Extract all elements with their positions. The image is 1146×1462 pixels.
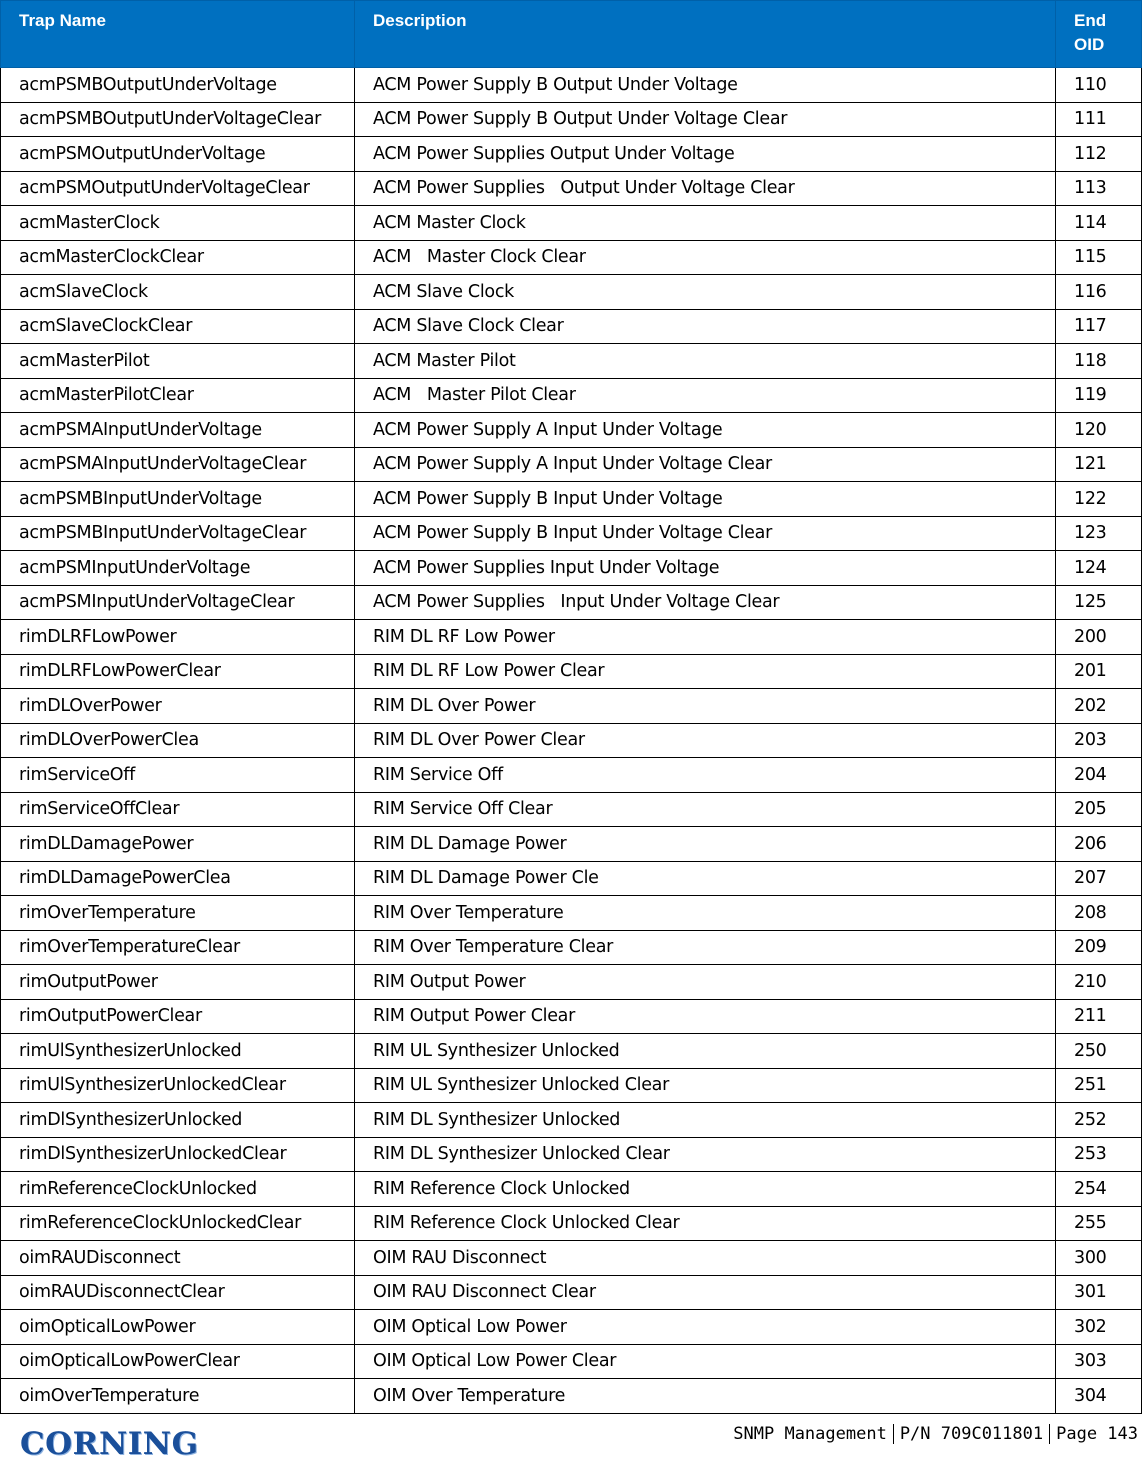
trap-name-cell: rimDLDamagePowerClea xyxy=(1,861,355,896)
description-cell: ACM Power Supply B Output Under Voltage Clear xyxy=(355,102,1056,137)
page-footer xyxy=(0,1415,1146,1462)
end-oid-cell: 115 xyxy=(1056,240,1142,275)
end-oid-cell: 202 xyxy=(1056,689,1142,724)
end-oid-cell: 206 xyxy=(1056,827,1142,862)
table-body xyxy=(1,68,1142,1414)
end-oid-cell: 252 xyxy=(1056,1103,1142,1138)
trap-name-cell: rimDLOverPowerClea xyxy=(1,723,355,758)
description-cell: RIM DL Damage Power Cle xyxy=(355,861,1056,896)
description-cell: ACM Power Supply A Input Under Voltage Clear xyxy=(355,447,1056,482)
trap-name-cell: rimDLDamagePower xyxy=(1,827,355,862)
description-cell: RIM Over Temperature Clear xyxy=(355,930,1056,965)
trap-name-cell: acmSlaveClock xyxy=(1,275,355,310)
trap-name-cell: rimUlSynthesizerUnlockedClear xyxy=(1,1068,355,1103)
table-row xyxy=(1,344,1142,379)
table-row xyxy=(1,585,1142,620)
trap-name-cell: rimOutputPower xyxy=(1,965,355,1000)
table-row xyxy=(1,1344,1142,1379)
end-oid-cell: 125 xyxy=(1056,585,1142,620)
table-row xyxy=(1,965,1142,1000)
description-cell: OIM Over Temperature xyxy=(355,1379,1056,1414)
table-row xyxy=(1,654,1142,689)
description-cell: OIM RAU Disconnect Clear xyxy=(355,1275,1056,1310)
end-oid-cell: 208 xyxy=(1056,896,1142,931)
end-oid-cell: 117 xyxy=(1056,309,1142,344)
table-row xyxy=(1,516,1142,551)
end-oid-cell: 116 xyxy=(1056,275,1142,310)
trap-name-cell: rimOutputPowerClear xyxy=(1,999,355,1034)
description-cell: RIM Service Off Clear xyxy=(355,792,1056,827)
table-row xyxy=(1,758,1142,793)
description-cell: OIM Optical Low Power Clear xyxy=(355,1344,1056,1379)
trap-name-cell: oimOpticalLowPowerClear xyxy=(1,1344,355,1379)
corning-logo: CORNING xyxy=(20,1426,199,1462)
description-cell: RIM Output Power Clear xyxy=(355,999,1056,1034)
description-cell: RIM Reference Clock Unlocked Clear xyxy=(355,1206,1056,1241)
end-oid-cell: 207 xyxy=(1056,861,1142,896)
table-row xyxy=(1,1275,1142,1310)
end-oid-cell: 250 xyxy=(1056,1034,1142,1069)
end-oid-cell: 201 xyxy=(1056,654,1142,689)
end-oid-cell: 123 xyxy=(1056,516,1142,551)
end-oid-cell: 301 xyxy=(1056,1275,1142,1310)
table-row xyxy=(1,413,1142,448)
table-row xyxy=(1,1103,1142,1138)
header-end-oid: End OID xyxy=(1056,1,1142,68)
description-cell: ACM Master Clock xyxy=(355,206,1056,241)
description-cell: ACM Master Clock Clear xyxy=(355,240,1056,275)
end-oid-cell: 112 xyxy=(1056,137,1142,172)
footer-info xyxy=(727,1424,1144,1444)
description-cell: ACM Power Supply B Input Under Voltage Clear xyxy=(355,516,1056,551)
header-trap-name: Trap Name xyxy=(1,1,355,68)
end-oid-cell: 118 xyxy=(1056,344,1142,379)
table-row xyxy=(1,723,1142,758)
end-oid-cell: 300 xyxy=(1056,1241,1142,1276)
end-oid-cell: 113 xyxy=(1056,171,1142,206)
end-oid-cell: 119 xyxy=(1056,378,1142,413)
table-row xyxy=(1,551,1142,586)
table-row xyxy=(1,240,1142,275)
trap-name-cell: rimDLOverPower xyxy=(1,689,355,724)
end-oid-cell: 253 xyxy=(1056,1137,1142,1172)
table-row xyxy=(1,792,1142,827)
trap-name-cell: acmPSMBOutputUnderVoltageClear xyxy=(1,102,355,137)
table-row xyxy=(1,309,1142,344)
trap-name-cell: oimOverTemperature xyxy=(1,1379,355,1414)
table-row xyxy=(1,930,1142,965)
trap-name-cell: rimOverTemperature xyxy=(1,896,355,931)
description-cell: ACM Power Supply A Input Under Voltage xyxy=(355,413,1056,448)
table-row xyxy=(1,861,1142,896)
description-cell: ACM Power Supplies Input Under Voltage xyxy=(355,551,1056,586)
trap-name-cell: rimDLRFLowPower xyxy=(1,620,355,655)
footer-section: SNMP Management xyxy=(733,1424,887,1444)
description-cell: RIM DL Synthesizer Unlocked xyxy=(355,1103,1056,1138)
table-row xyxy=(1,1068,1142,1103)
trap-name-cell: acmPSMAInputUnderVoltage xyxy=(1,413,355,448)
trap-name-cell: oimOpticalLowPower xyxy=(1,1310,355,1345)
description-cell: ACM Slave Clock xyxy=(355,275,1056,310)
table-row xyxy=(1,896,1142,931)
end-oid-cell: 122 xyxy=(1056,482,1142,517)
end-oid-cell: 211 xyxy=(1056,999,1142,1034)
description-cell: ACM Slave Clock Clear xyxy=(355,309,1056,344)
table-row xyxy=(1,275,1142,310)
description-cell: RIM Output Power xyxy=(355,965,1056,1000)
trap-name-cell: acmMasterClock xyxy=(1,206,355,241)
description-cell: ACM Master Pilot Clear xyxy=(355,378,1056,413)
table-row xyxy=(1,1206,1142,1241)
end-oid-cell: 124 xyxy=(1056,551,1142,586)
trap-name-cell: rimReferenceClockUnlockedClear xyxy=(1,1206,355,1241)
table-row xyxy=(1,1034,1142,1069)
table-row xyxy=(1,1241,1142,1276)
description-cell: ACM Master Pilot xyxy=(355,344,1056,379)
end-oid-cell: 210 xyxy=(1056,965,1142,1000)
description-cell: OIM Optical Low Power xyxy=(355,1310,1056,1345)
table-row xyxy=(1,447,1142,482)
end-oid-cell: 303 xyxy=(1056,1344,1142,1379)
table-header-row xyxy=(1,1,1142,68)
end-oid-cell: 302 xyxy=(1056,1310,1142,1345)
end-oid-cell: 205 xyxy=(1056,792,1142,827)
description-cell: RIM DL RF Low Power Clear xyxy=(355,654,1056,689)
description-cell: RIM Reference Clock Unlocked xyxy=(355,1172,1056,1207)
table-row xyxy=(1,206,1142,241)
table-row xyxy=(1,68,1142,103)
description-cell: RIM DL RF Low Power xyxy=(355,620,1056,655)
table-row xyxy=(1,1137,1142,1172)
end-oid-cell: 204 xyxy=(1056,758,1142,793)
table-row xyxy=(1,1172,1142,1207)
trap-name-cell: acmPSMInputUnderVoltageClear xyxy=(1,585,355,620)
table-row xyxy=(1,482,1142,517)
trap-name-cell: acmPSMInputUnderVoltage xyxy=(1,551,355,586)
trap-name-cell: rimDLRFLowPowerClear xyxy=(1,654,355,689)
end-oid-cell: 200 xyxy=(1056,620,1142,655)
end-oid-cell: 255 xyxy=(1056,1206,1142,1241)
table-row xyxy=(1,1379,1142,1414)
description-cell: RIM UL Synthesizer Unlocked xyxy=(355,1034,1056,1069)
trap-name-cell: oimRAUDisconnect xyxy=(1,1241,355,1276)
description-cell: RIM DL Damage Power xyxy=(355,827,1056,862)
description-cell: RIM UL Synthesizer Unlocked Clear xyxy=(355,1068,1056,1103)
trap-name-cell: acmMasterPilot xyxy=(1,344,355,379)
description-cell: RIM DL Over Power xyxy=(355,689,1056,724)
end-oid-cell: 304 xyxy=(1056,1379,1142,1414)
trap-name-cell: rimServiceOffClear xyxy=(1,792,355,827)
table-row xyxy=(1,827,1142,862)
end-oid-cell: 251 xyxy=(1056,1068,1142,1103)
header-description: Description xyxy=(355,1,1056,68)
trap-name-cell: acmPSMBOutputUnderVoltage xyxy=(1,68,355,103)
description-cell: RIM DL Over Power Clear xyxy=(355,723,1056,758)
table-row xyxy=(1,620,1142,655)
table-row xyxy=(1,171,1142,206)
description-cell: ACM Power Supply B Output Under Voltage xyxy=(355,68,1056,103)
table-row xyxy=(1,137,1142,172)
table-row xyxy=(1,1310,1142,1345)
trap-name-cell: acmPSMAInputUnderVoltageClear xyxy=(1,447,355,482)
table-row xyxy=(1,102,1142,137)
description-cell: ACM Power Supply B Input Under Voltage xyxy=(355,482,1056,517)
trap-name-cell: acmPSMOutputUnderVoltageClear xyxy=(1,171,355,206)
end-oid-cell: 254 xyxy=(1056,1172,1142,1207)
end-oid-cell: 111 xyxy=(1056,102,1142,137)
end-oid-cell: 120 xyxy=(1056,413,1142,448)
table-row xyxy=(1,689,1142,724)
trap-name-cell: rimUlSynthesizerUnlocked xyxy=(1,1034,355,1069)
footer-page-number: Page 143 xyxy=(1049,1424,1144,1444)
description-cell: OIM RAU Disconnect xyxy=(355,1241,1056,1276)
trap-name-cell: rimServiceOff xyxy=(1,758,355,793)
trap-name-cell: oimRAUDisconnectClear xyxy=(1,1275,355,1310)
trap-name-cell: rimDlSynthesizerUnlockedClear xyxy=(1,1137,355,1172)
end-oid-cell: 110 xyxy=(1056,68,1142,103)
trap-name-cell: rimDlSynthesizerUnlocked xyxy=(1,1103,355,1138)
description-cell: ACM Power Supplies Output Under Voltage Clear xyxy=(355,171,1056,206)
description-cell: RIM DL Synthesizer Unlocked Clear xyxy=(355,1137,1056,1172)
description-cell: RIM Over Temperature xyxy=(355,896,1056,931)
description-cell: ACM Power Supplies Input Under Voltage Clear xyxy=(355,585,1056,620)
trap-name-cell: acmPSMBInputUnderVoltage xyxy=(1,482,355,517)
trap-name-cell: rimReferenceClockUnlocked xyxy=(1,1172,355,1207)
description-cell: ACM Power Supplies Output Under Voltage xyxy=(355,137,1056,172)
end-oid-cell: 209 xyxy=(1056,930,1142,965)
trap-name-cell: acmPSMBInputUnderVoltageClear xyxy=(1,516,355,551)
trap-name-cell: rimOverTemperatureClear xyxy=(1,930,355,965)
description-cell: RIM Service Off xyxy=(355,758,1056,793)
end-oid-cell: 203 xyxy=(1056,723,1142,758)
footer-part-number: P/N 709C011801 xyxy=(893,1424,1049,1444)
end-oid-cell: 121 xyxy=(1056,447,1142,482)
trap-name-cell: acmPSMOutputUnderVoltage xyxy=(1,137,355,172)
end-oid-cell: 114 xyxy=(1056,206,1142,241)
trap-name-cell: acmMasterClockClear xyxy=(1,240,355,275)
trap-name-cell: acmMasterPilotClear xyxy=(1,378,355,413)
table-row xyxy=(1,999,1142,1034)
table-row xyxy=(1,378,1142,413)
trap-name-cell: acmSlaveClockClear xyxy=(1,309,355,344)
